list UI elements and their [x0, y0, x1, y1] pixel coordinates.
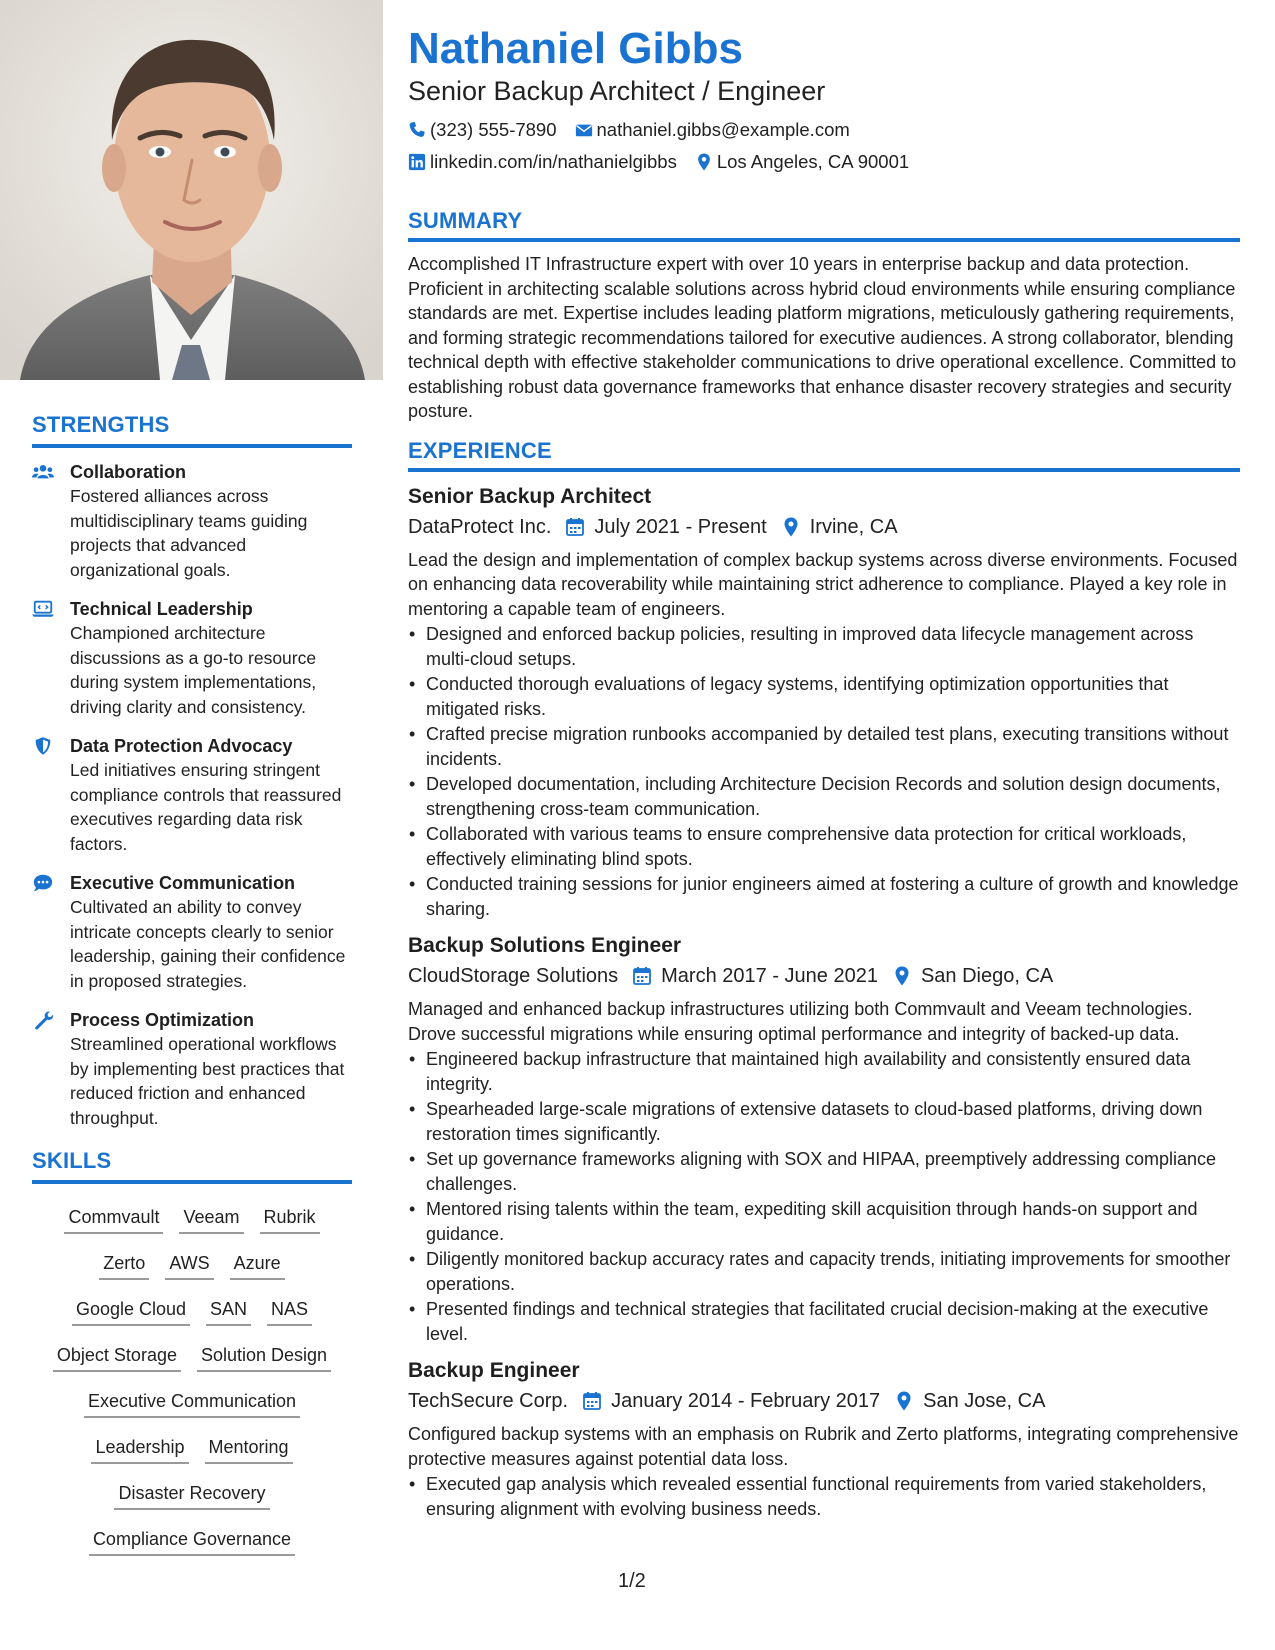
- summary-heading: SUMMARY: [408, 208, 1240, 242]
- email-contact[interactable]: [575, 119, 850, 141]
- skill-tag: Mentoring: [205, 1432, 293, 1464]
- job-dates: January 2014 - February 2017: [611, 1390, 881, 1412]
- candidate-name: Nathaniel Gibbs: [408, 24, 743, 73]
- skill-tag: Compliance Governance: [89, 1524, 295, 1556]
- skills-heading: SKILLS: [32, 1148, 352, 1184]
- job-company: DataProtect Inc.: [408, 515, 552, 538]
- candidate-headline: Senior Backup Architect / Engineer: [408, 76, 826, 106]
- job-title: Backup Engineer: [408, 1359, 580, 1382]
- calendar-icon: [632, 966, 652, 986]
- job-location: Irvine, CA: [809, 515, 898, 538]
- strength-desc: Streamlined operational workflows by implementing best practices that reduced friction and enhanced throughput.: [70, 1034, 345, 1128]
- job-bullet: • Crafted precise migration runbooks accompanied by detailed test plans, executing transitions without incidents.: [408, 722, 1240, 771]
- job-company: TechSecure Corp.: [408, 1390, 569, 1412]
- skill-tag: Object Storage: [53, 1340, 181, 1372]
- job-description: Lead the design and implementation of complex backup systems across diverse environments. Focused on enhancing data recoverability while maintaining strict adherence to compliance. Played a key role in mentoring a capable team of engineers.: [408, 549, 1238, 619]
- users-icon: [32, 460, 70, 582]
- skill-tag: Rubrik: [260, 1202, 320, 1234]
- job-bullets: [408, 1047, 1240, 1346]
- linkedin-icon: [408, 153, 426, 171]
- job-bullets: [408, 622, 1240, 921]
- strength-desc: Led initiatives ensuring stringent compliance controls that reassured executives regarding data risk factors.: [70, 760, 342, 854]
- strength-title: Executive Communication: [70, 873, 296, 893]
- skill-tag: Google Cloud: [72, 1294, 190, 1326]
- skill-tag: Solution Design: [197, 1340, 331, 1372]
- job-entry: [408, 931, 1240, 1346]
- job-bullet: • Set up governance frameworks aligning with SOX and HIPAA, preemptively addressing compliance challenges.: [408, 1147, 1240, 1196]
- job-dates: March 2017 - June 2021: [661, 965, 878, 987]
- location-contact: [695, 151, 909, 173]
- summary-text: Accomplished IT Infrastructure expert with over 10 years in enterprise backup and data protection. Proficient in architecting scalable solutions across hybrid cloud environments while ensuring compliance standards are met. Expertise includes leading platform migrations, meticulously gathering requirements, and forming strategic recommendations tailored for executive audiences. A strong collaborator, blending technical depth with effective stakeholder communications to drive operational excellence. Committed to establishing robust data governance frameworks that enhance disaster recovery strategies and security posture.: [408, 254, 1237, 421]
- page-number: 1/2: [618, 1570, 646, 1592]
- strength-title: Collaboration: [70, 462, 186, 482]
- calendar-icon: [582, 1391, 602, 1411]
- job-bullet: • Conducted training sessions for junior engineers aimed at fostering a culture of growth and knowledge sharing.: [408, 872, 1240, 921]
- laptop-code-icon: [32, 597, 70, 719]
- strength-desc: Fostered alliances across multidisciplinary teams guiding projects that advanced organizational goals.: [70, 486, 308, 580]
- job-location: San Diego, CA: [920, 965, 1054, 987]
- job-bullet: • Developed documentation, including Architecture Decision Records and solution design documents, strengthening cross-team communication.: [408, 772, 1240, 821]
- skill-tag: Veeam: [179, 1202, 243, 1234]
- strength-item: [32, 871, 352, 993]
- phone-icon: [408, 121, 426, 139]
- phone-text: (323) 555-7890: [430, 119, 557, 140]
- skills-section: [32, 1148, 352, 1562]
- strength-title: Technical Leadership: [70, 599, 253, 619]
- job-dates: July 2021 - Present: [594, 515, 767, 538]
- contact-info: [408, 114, 1240, 178]
- job-entry: [408, 1356, 1240, 1521]
- right-column: [408, 22, 1240, 1522]
- skill-tag: Commvault: [64, 1202, 163, 1234]
- location-text: Los Angeles, CA 90001: [716, 151, 910, 172]
- strength-item: [32, 1008, 352, 1130]
- skill-tag: NAS: [267, 1294, 312, 1326]
- job-bullet: • Spearheaded large-scale migrations of extensive datasets to cloud-based platforms, driving down restoration times significantly.: [408, 1097, 1240, 1146]
- strength-item: [32, 734, 352, 856]
- map-pin-icon: [695, 153, 713, 171]
- job-bullet: • Executed gap analysis which revealed essential functional requirements from varied stakeholders, ensuring alignment with evolving business needs.: [408, 1472, 1240, 1521]
- job-bullet: • Engineered backup infrastructure that maintained high availability and consistently ensured data integrity.: [408, 1047, 1240, 1096]
- map-pin-icon: [892, 966, 912, 986]
- strength-title: Process Optimization: [70, 1010, 255, 1030]
- job-title: Backup Solutions Engineer: [408, 934, 682, 957]
- linkedin-contact[interactable]: [408, 151, 677, 173]
- job-bullet: • Diligently monitored backup accuracy rates and capacity trends, initiating improvements for smoother operations.: [408, 1247, 1240, 1296]
- envelope-icon: [575, 121, 593, 139]
- strength-item: [32, 460, 352, 582]
- skill-tag: AWS: [165, 1248, 213, 1280]
- job-bullets: [408, 1472, 1240, 1521]
- strength-title: Data Protection Advocacy: [70, 736, 293, 756]
- skills-list: [32, 1194, 352, 1562]
- job-company: CloudStorage Solutions: [408, 965, 619, 987]
- job-bullet: • Designed and enforced backup policies, resulting in improved data lifecycle management across multi-cloud setups.: [408, 622, 1240, 671]
- strengths-list: [32, 460, 352, 1130]
- job-bullet: • Collaborated with various teams to ensure comprehensive data protection for critical workloads, effectively eliminating blind spots.: [408, 822, 1240, 871]
- wrench-icon: [32, 1008, 70, 1130]
- summary-section: [408, 208, 1240, 424]
- job-bullet: • Conducted thorough evaluations of legacy systems, identifying optimization opportunities that mitigated risks.: [408, 672, 1240, 721]
- shield-icon: [32, 734, 70, 856]
- job-location: San Jose, CA: [923, 1390, 1046, 1412]
- strength-desc: Cultivated an ability to convey intricate concepts clearly to senior leadership, gaining their confidence in proposed strategies.: [70, 897, 346, 991]
- profile-photo: [0, 0, 383, 380]
- skill-tag: Executive Communication: [84, 1386, 300, 1418]
- job-bullet: • Presented findings and technical strategies that facilitated crucial decision-making at the executive level.: [408, 1297, 1240, 1346]
- strength-desc: Championed architecture discussions as a go-to resource during system implementations, driving clarity and consistency.: [70, 623, 317, 717]
- skill-tag: SAN: [206, 1294, 251, 1326]
- skill-tag: Zerto: [99, 1248, 149, 1280]
- job-title: Senior Backup Architect: [408, 484, 652, 508]
- left-column: [32, 412, 352, 1562]
- map-pin-icon: [894, 1391, 914, 1411]
- calendar-icon: [565, 517, 585, 537]
- skill-tag: Leadership: [91, 1432, 188, 1464]
- skill-tag: Azure: [230, 1248, 285, 1280]
- experience-heading: EXPERIENCE: [408, 438, 1240, 472]
- linkedin-text: linkedin.com/in/nathanielgibbs: [430, 151, 677, 172]
- comment-icon: [32, 871, 70, 993]
- job-description: Managed and enhanced backup infrastructures utilizing both Commvault and Veeam technologies. Drove successful migrations while ensuring optimal performance and integrity of backed-up data.: [408, 999, 1193, 1044]
- job-bullet: • Mentored rising talents within the team, expediting skill acquisition through hands-on support and guidance.: [408, 1197, 1240, 1246]
- experience-section: [408, 438, 1240, 1522]
- strength-item: [32, 597, 352, 719]
- phone-contact[interactable]: [408, 119, 557, 141]
- job-entry: [408, 482, 1240, 922]
- skill-tag: Disaster Recovery: [114, 1478, 269, 1510]
- map-pin-icon: [781, 517, 801, 537]
- strengths-heading: STRENGTHS: [32, 412, 352, 448]
- job-description: Configured backup systems with an emphasis on Rubrik and Zerto platforms, integrating comprehensive protective measures against potential data loss.: [408, 1424, 1239, 1469]
- email-text: nathaniel.gibbs@example.com: [596, 119, 850, 140]
